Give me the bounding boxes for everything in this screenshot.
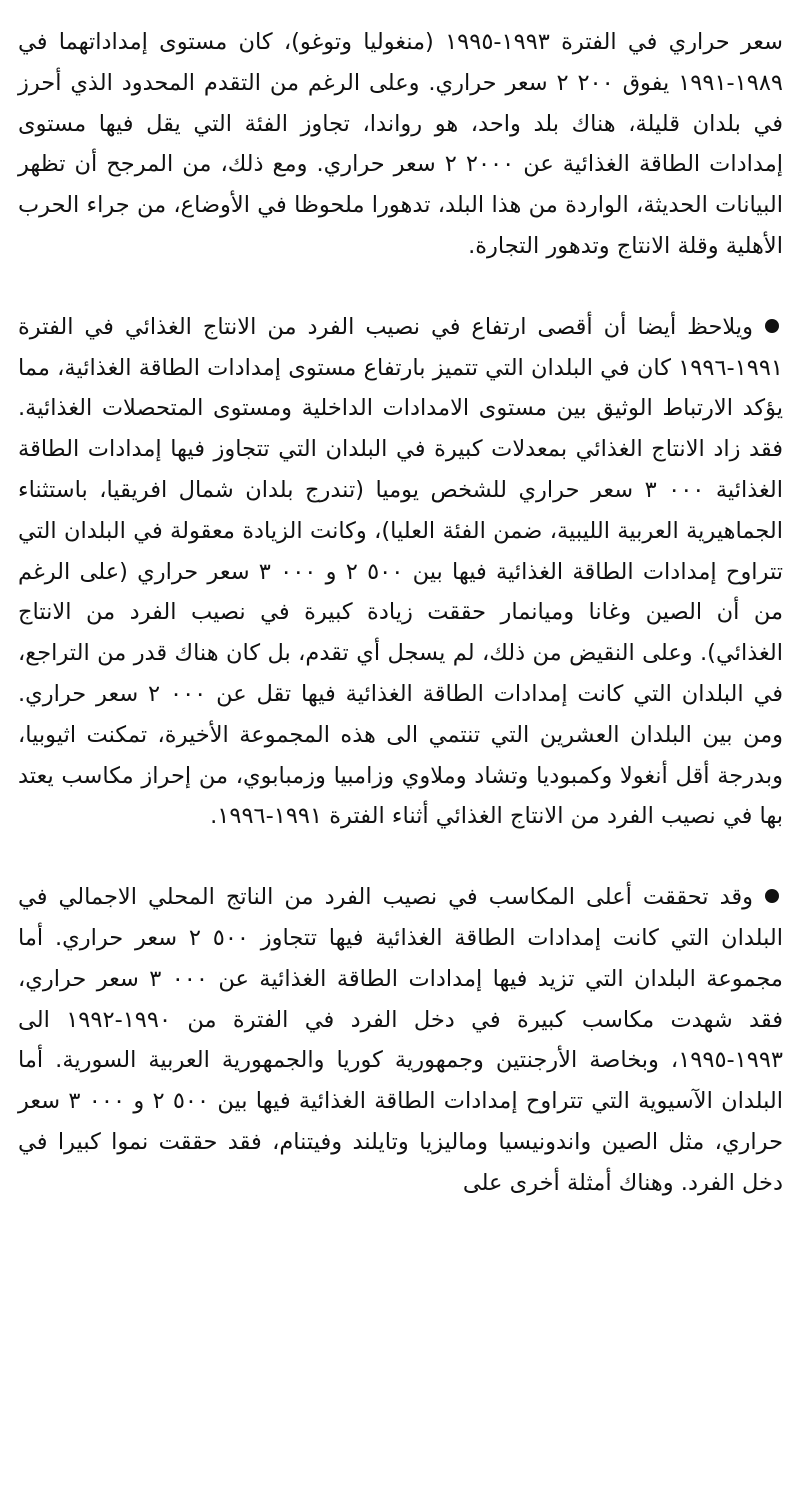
bullet-dot-icon <box>765 889 779 903</box>
paragraph-3-text: وقد تحققت أعلى المكاسب في نصيب الفرد من الناتج المحلي الاجمالي في البلدان التي كانت إمدادات الطاقة الغذائية فيها تتجاوز ٥٠٠ ٢ سعر حراري. أما مجموعة البلدان التي تزيد فيها إمدادات الطاقة الغذائية عن ٠٠٠ ٣ سعر حراري، فقد شهدت مكاسب كبيرة في دخل الفرد في الفترة من ١٩٩٠-١٩٩٢ الى ١٩٩٣-١٩٩٥، وبخاصة الأرجنتين وجمهورية كوريا والجمهورية العربية السورية. أما البلدان الآسيوية التي تتراوح إمدادات الطاقة الغذائية فيها بين ٥٠٠ ٢ و ٠٠٠ ٣ سعر حراري، مثل الصين واندونيسيا وماليزيا وتايلند وفيتنام، فقد حققت نموا كبيرا في دخل الفرد. وهناك أمثلة أخرى على <box>18 884 784 1196</box>
paragraph-2 <box>18 307 783 837</box>
paragraph-3 <box>18 877 783 1203</box>
document-page <box>18 22 783 1204</box>
paragraph-2-text: ويلاحظ أيضا أن أقصى ارتفاع في نصيب الفرد من الانتاج الغذائي في الفترة ١٩٩١-١٩٩٦ كان في البلدان التي تتميز بارتفاع مستوى إمدادات الطاقة الغذائية، مما يؤكد الارتباط الوثيق بين مستوى الامدادات الداخلية ومستوى المتحصلات الغذائية. فقد زاد الانتاج الغذائي بمعدلات كبيرة في البلدان التي تتجاوز فيها إمدادات الطاقة الغذائية ٠٠٠ ٣ سعر حراري للشخص يوميا (تندرج بلدان شمال افريقيا، باستثناء الجماهيرية العربية الليبية، ضمن الفئة العليا)، وكانت الزيادة معقولة في البلدان التي تتراوح إمدادات الطاقة الغذائية فيها بين ٥٠٠ ٢ و ٠٠٠ ٣ سعر حراري (على الرغم من أن الصين وغانا وميانمار حققت زيادة كبيرة في نصيب الفرد من الانتاج الغذائي). وعلى النقيض من ذلك، لم يسجل أي تقدم، بل كان هناك قدر من التراجع، في البلدان التي كانت إمدادات الطاقة الغذائية فيها تقل عن ٠٠٠ ٢ سعر حراري. ومن بين البلدان العشرين التي تنتمي الى هذه المجموعة الأخيرة، تمكنت اثيوبيا، وبدرجة أقل أنغولا وكمبوديا وتشاد وملاوي وزامبيا وزمبابوي، من إحراز مكاسب يعتد بها في نصيب الفرد من الانتاج الغذائي أثناء الفترة ١٩٩١-١٩٩٦. <box>18 313 784 830</box>
bullet-dot-icon <box>765 319 779 333</box>
paragraph-1: سعر حراري في الفترة ١٩٩٣-١٩٩٥ (منغوليا وتوغو)، كان مستوى إمداداتهما في ١٩٨٩-١٩٩١ يفوق ٢٠٠ ٢ سعر حراري. وعلى الرغم من التقدم المحدود الذي أحرز في بلدان قليلة، هناك بلد واحد، هو رواندا، تجاوز الفئة التي يقل فيها مستوى إمدادات الطاقة الغذائية عن ٢٠٠٠ ٢ سعر حراري. ومع ذلك، من المرجح أن تظهر البيانات الحديثة، الواردة من هذا البلد، تدهورا ملحوظا في الأوضاع، من جراء الحرب الأهلية وقلة الانتاج وتدهور التجارة. <box>18 29 784 259</box>
